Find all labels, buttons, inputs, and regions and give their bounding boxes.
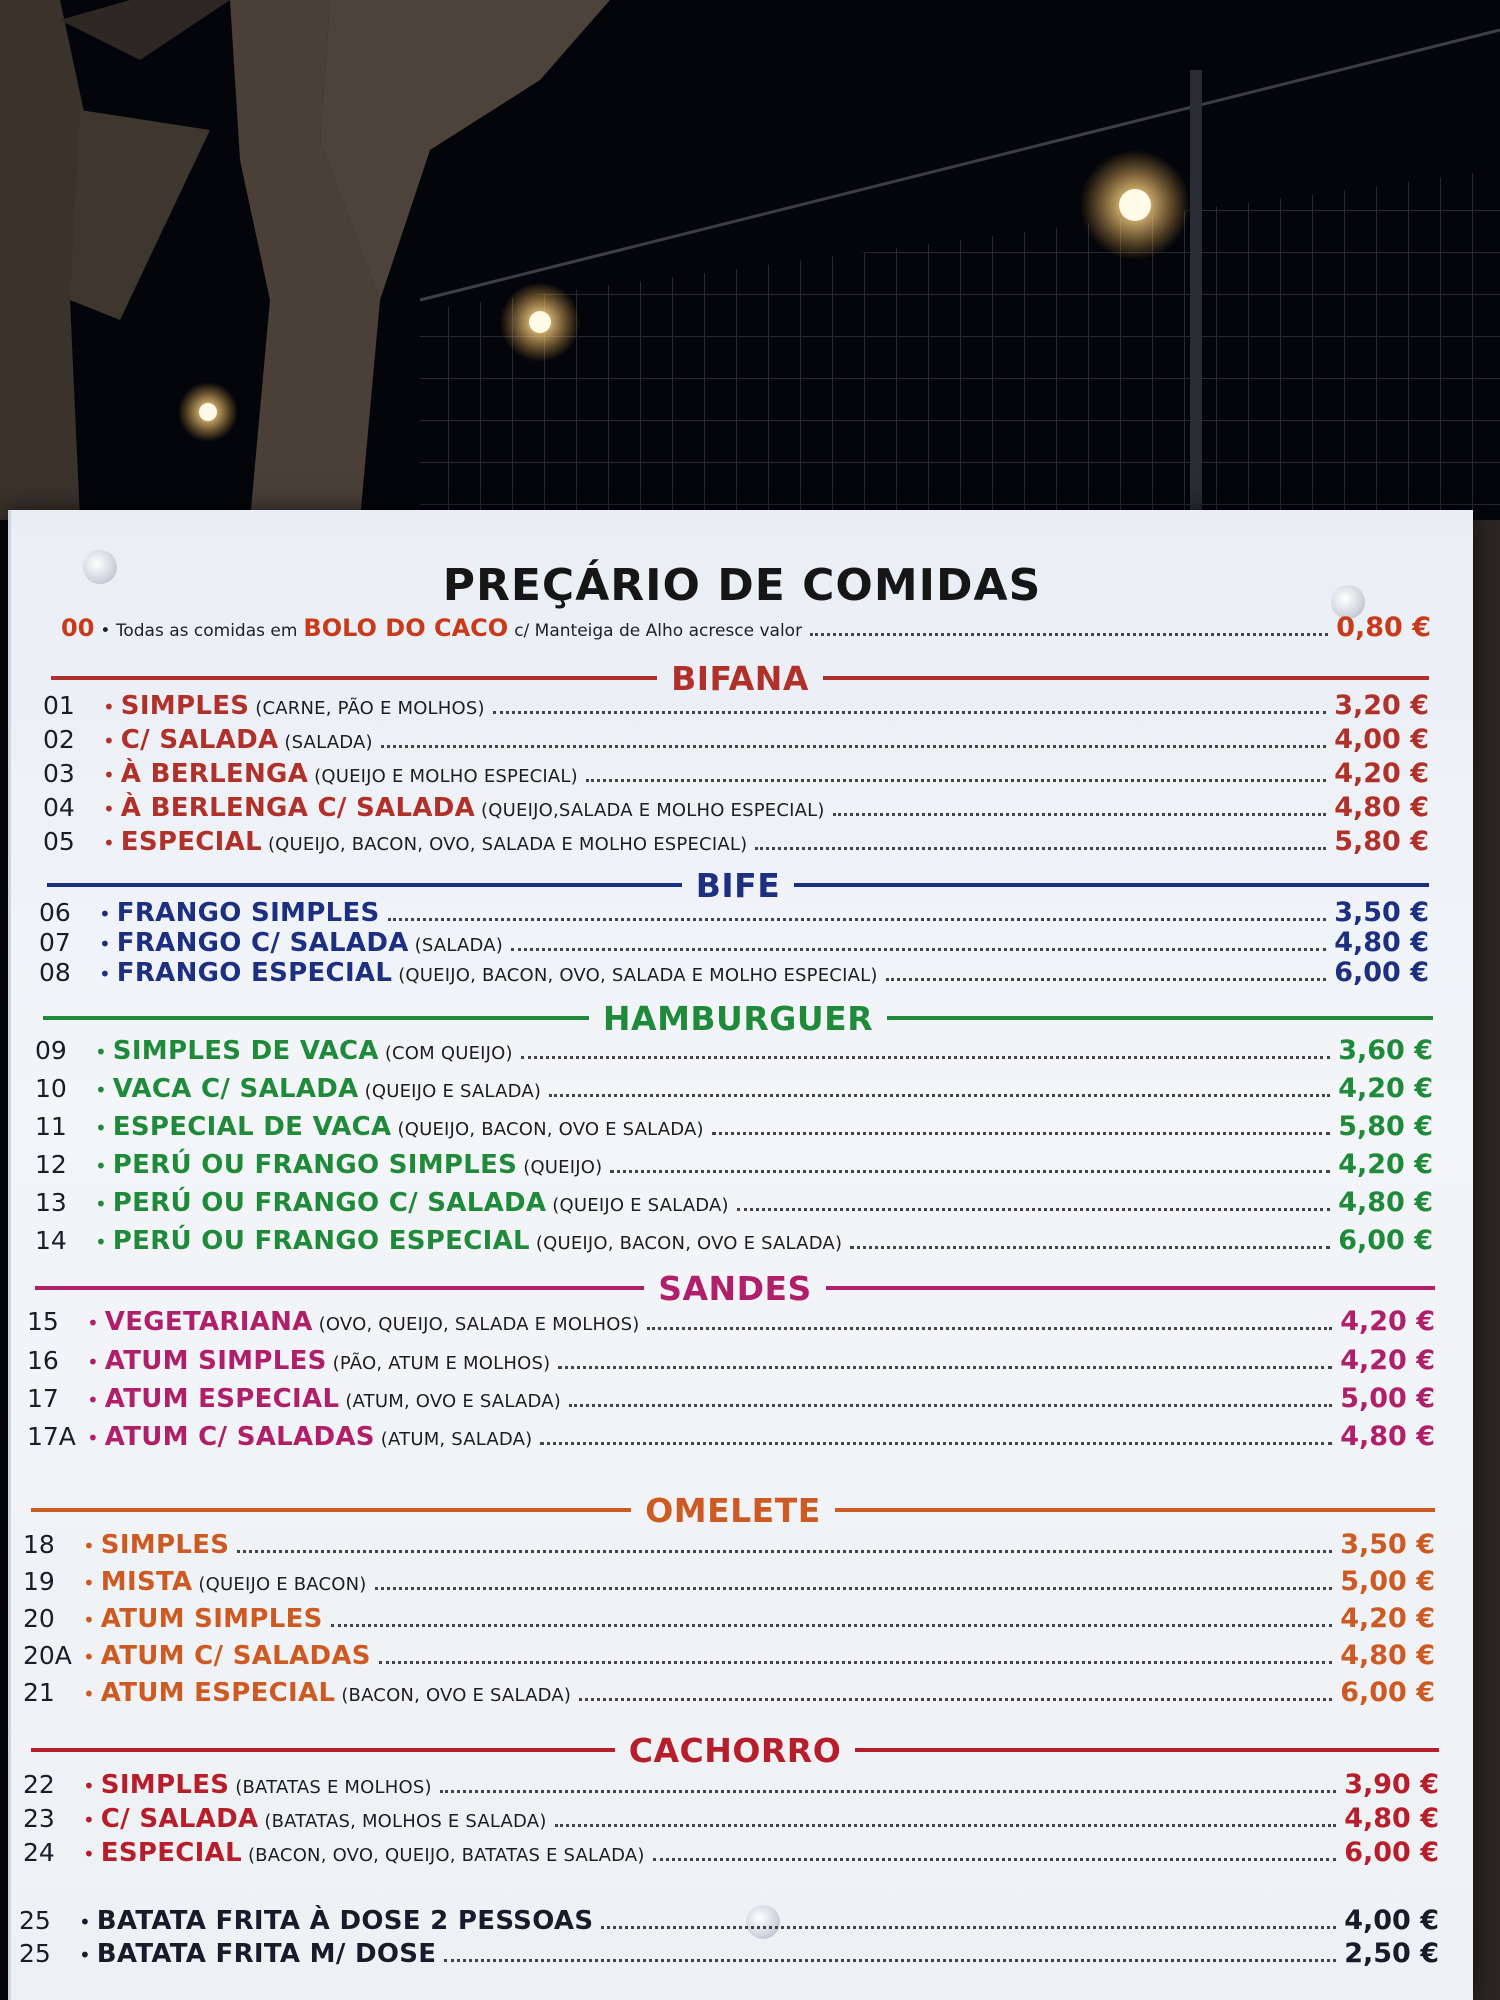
menu-item [35,1187,1433,1221]
bullet-icon: • [87,1388,99,1412]
item-number: 07 [39,928,71,957]
bullet-icon: • [83,1808,95,1832]
leader-dots [647,1327,1332,1330]
item-name: ESPECIAL [120,827,262,857]
divider-line [855,1748,1439,1752]
leader-dots [610,1170,1330,1173]
item-price: 4,80 € [1334,792,1429,823]
menu-item [43,690,1429,724]
item-name: PERÚ OU FRANGO SIMPLES [112,1150,518,1180]
item-number: 05 [43,827,75,856]
item-number: 24 [23,1838,55,1867]
divider-line [35,1286,644,1290]
item-description: (BATATAS, MOLHOS E SALADA) [264,1811,547,1832]
item-number: 18 [23,1530,55,1559]
menu-title: PREÇÁRIO DE COMIDAS [442,560,1042,611]
item-description: (QUEIJO, BACON, OVO, SALADA E MOLHO ESPECIAL) [267,834,748,855]
item-description: (QUEIJO E SALADA) [364,1081,542,1102]
leader-dots [601,1926,1336,1929]
item-number: 00 [61,614,95,642]
menu-item [23,1566,1435,1600]
bullet-icon: • [103,763,115,787]
item-price: 4,20 € [1340,1345,1435,1376]
bullet-icon: • [83,1774,95,1798]
item-number: 17 [27,1384,59,1413]
item-name: ATUM ESPECIAL [100,1678,336,1708]
item-number: 04 [43,793,75,822]
item-price: 4,20 € [1334,758,1429,789]
menu-item [23,1640,1435,1674]
menu-item [35,1035,1433,1069]
menu-item [43,792,1429,826]
item-name: SIMPLES [100,1770,230,1800]
item-description: (QUEIJO, BACON, OVO E SALADA) [397,1119,704,1140]
item-name: SIMPLES [100,1530,230,1560]
menu-item [43,724,1429,758]
section-title: BIFANA [671,658,809,698]
item-number: 12 [35,1150,67,1179]
divider-line [826,1286,1435,1290]
item-name: FRANGO ESPECIAL [116,958,393,988]
bullet-icon: • [83,1571,95,1595]
item-name: PERÚ OU FRANGO ESPECIAL [112,1226,530,1256]
item-price: 6,00 € [1340,1677,1435,1708]
leader-dots [586,779,1326,782]
bullet-icon: • [79,1943,91,1967]
item-number: 21 [23,1678,55,1707]
item-name: ATUM SIMPLES [100,1604,323,1634]
item-description: (QUEIJO, BACON, OVO E SALADA) [535,1233,843,1254]
menu-item [43,758,1429,792]
bullet-icon: • [87,1311,99,1335]
item-name: PERÚ OU FRANGO C/ SALADA [112,1188,547,1218]
item-name: MISTA [100,1567,193,1597]
item-name: SIMPLES DE VACA [112,1036,379,1066]
leader-dots [388,918,1327,921]
bullet-icon: • [83,1645,95,1669]
item-price: 4,80 € [1340,1421,1435,1452]
divider-line [31,1748,615,1752]
item-number: 08 [39,958,71,987]
item-price: 6,00 € [1338,1225,1433,1256]
item-price: 4,20 € [1338,1149,1433,1180]
section-header-hamburguer [43,998,1433,1038]
item-description: (ATUM, OVO E SALADA) [345,1391,561,1412]
intro-text: • Todas as comidas em [100,621,298,641]
bullet-icon: • [99,962,111,986]
leader-dots [381,745,1326,748]
item-number: 22 [23,1770,55,1799]
bullet-icon: • [99,932,111,956]
leader-dots [444,1959,1336,1962]
leader-dots [569,1404,1332,1407]
bullet-icon: • [83,1608,95,1632]
menu-item [35,1073,1433,1107]
leader-dots [579,1698,1332,1701]
item-name: FRANGO C/ SALADA [116,928,409,958]
bullet-icon: • [103,831,115,855]
item-name: ATUM SIMPLES [104,1346,327,1376]
item-number: 25 [19,1939,51,1968]
section-title: CACHORRO [628,1730,842,1770]
item-number: 19 [23,1567,55,1596]
item-number: 17A [27,1422,76,1451]
item-name: ATUM C/ SALADAS [104,1422,375,1452]
item-price: 4,80 € [1334,927,1429,958]
item-price: 6,00 € [1344,1837,1439,1868]
item-name: BATATA FRITA M/ DOSE [96,1939,437,1969]
leader-dots [440,1790,1336,1793]
bullet-icon: • [83,1534,95,1558]
item-description: (BATATAS E MOLHOS) [235,1777,432,1798]
item-name: SIMPLES [120,691,250,721]
item-price: 0,80 € [1336,612,1431,643]
leader-dots [653,1858,1337,1861]
bullet-icon: • [95,1192,107,1216]
item-name: BATATA FRITA À DOSE 2 PESSOAS [96,1906,594,1936]
menu-item [39,897,1429,931]
item-description: (ATUM, SALADA) [380,1429,533,1450]
item-description: (QUEIJO, BACON, OVO, SALADA E MOLHO ESPECIAL) [398,965,878,986]
bullet-icon: • [83,1842,95,1866]
leader-dots [521,1056,1330,1059]
item-price: 4,80 € [1340,1640,1435,1671]
item-price: 4,20 € [1340,1306,1435,1337]
item-number: 06 [39,898,71,927]
intro-suffix: c/ Manteiga de Alho acresce valor [514,621,803,641]
leader-dots [737,1208,1330,1211]
bullet-icon: • [103,729,115,753]
item-number: 15 [27,1307,59,1336]
menu-item [27,1383,1435,1417]
item-price: 3,20 € [1334,690,1429,721]
menu-item [23,1769,1439,1803]
leader-dots [511,948,1326,951]
leader-dots [549,1094,1330,1097]
item-number: 14 [35,1226,67,1255]
item-name: ATUM C/ SALADAS [100,1641,371,1671]
section-header-cachorro [31,1730,1439,1770]
item-description: (CARNE, PÃO E MOLHOS) [255,698,485,719]
item-description: (COM QUEIJO) [384,1043,513,1064]
menu-item [39,927,1429,961]
item-name: ESPECIAL [100,1838,242,1868]
item-description: (SALADA) [414,935,503,956]
leader-dots [755,847,1326,850]
item-price: 5,00 € [1340,1566,1435,1597]
bullet-icon: • [95,1154,107,1178]
item-name: VACA C/ SALADA [112,1074,359,1104]
item-name: VEGETARIANA [104,1307,313,1337]
divider-line [887,1016,1433,1020]
item-description: (PÃO, ATUM E MOLHOS) [332,1353,551,1374]
menu-item [27,1421,1435,1455]
bullet-icon: • [87,1426,99,1450]
menu-board [8,510,1473,2000]
item-price: 3,90 € [1344,1769,1439,1800]
item-price: 4,00 € [1344,1905,1439,1936]
item-price: 3,60 € [1338,1035,1433,1066]
intro-brand: BOLO DO CACO [303,614,509,642]
menu-item [39,957,1429,991]
divider-line [43,1016,589,1020]
bullet-icon: • [79,1910,91,1934]
item-description: (BACON, OVO E SALADA) [341,1685,572,1706]
item-price: 5,00 € [1340,1383,1435,1414]
item-number: 10 [35,1074,67,1103]
item-price: 6,00 € [1334,957,1429,988]
section-header-omelete [31,1490,1435,1530]
item-number: 02 [43,725,75,754]
leader-dots [237,1550,1332,1553]
bullet-icon: • [99,902,111,926]
bullet-icon: • [95,1040,107,1064]
menu-item [23,1803,1439,1837]
leader-dots [331,1624,1333,1627]
leader-dots [810,633,1328,636]
bullet-icon: • [83,1682,95,1706]
item-price: 4,80 € [1344,1803,1439,1834]
menu-item [23,1603,1435,1637]
item-number: 20 [23,1604,55,1633]
divider-line [47,883,682,887]
menu-item [35,1149,1433,1183]
menu-item [23,1529,1435,1563]
item-name: FRANGO SIMPLES [116,898,380,928]
item-number: 25 [19,1906,51,1935]
item-description: (BACON, OVO, QUEIJO, BATATAS E SALADA) [247,1845,645,1866]
item-name: C/ SALADA [100,1804,259,1834]
leader-dots [558,1366,1332,1369]
item-price: 4,80 € [1338,1187,1433,1218]
leader-dots [712,1132,1330,1135]
divider-line [794,883,1429,887]
menu-item [35,1225,1433,1259]
bullet-icon: • [103,797,115,821]
item-description: (QUEIJO E SALADA) [552,1195,729,1216]
item-price: 5,80 € [1338,1111,1433,1142]
divider-line [51,676,657,680]
menu-item [23,1837,1439,1871]
menu-item [19,1905,1439,1939]
item-price: 3,50 € [1340,1529,1435,1560]
item-price: 5,80 € [1334,826,1429,857]
bullet-icon: • [103,695,115,719]
section-header-sandes [35,1268,1435,1308]
section-title: SANDES [658,1268,812,1308]
item-number: 01 [43,691,75,720]
item-name: C/ SALADA [120,725,279,755]
item-number: 09 [35,1036,67,1065]
item-price: 4,20 € [1340,1603,1435,1634]
menu-item [35,1111,1433,1145]
menu-item [43,826,1429,860]
menu-item [27,1345,1435,1379]
divider-line [31,1508,631,1512]
item-description: (QUEIJO E BACON) [198,1574,367,1595]
item-price: 4,00 € [1334,724,1429,755]
item-name: À BERLENGA [120,759,309,789]
item-description: (QUEIJO) [523,1157,603,1178]
leader-dots [850,1246,1330,1249]
leader-dots [833,813,1327,816]
menu-item [19,1938,1439,1972]
divider-line [823,676,1429,680]
bullet-icon: • [95,1078,107,1102]
menu-item [27,1306,1435,1340]
item-price: 3,50 € [1334,897,1429,928]
leader-dots [375,1587,1333,1590]
item-description: (SALADA) [284,732,373,753]
item-name: ATUM ESPECIAL [104,1384,340,1414]
leader-dots [379,1661,1332,1664]
item-number: 20A [23,1641,72,1670]
leader-dots [555,1824,1337,1827]
item-price: 2,50 € [1344,1938,1439,1969]
leader-dots [540,1442,1332,1445]
item-number: 13 [35,1188,67,1217]
bullet-icon: • [95,1230,107,1254]
item-number: 11 [35,1112,67,1141]
item-description: (QUEIJO E MOLHO ESPECIAL) [314,766,578,787]
section-title: HAMBURGUER [602,998,874,1038]
item-description: (OVO, QUEIJO, SALADA E MOLHOS) [318,1314,640,1335]
section-title: BIFE [695,865,781,905]
leader-dots [493,711,1326,714]
item-name: ESPECIAL DE VACA [112,1112,392,1142]
item-number: 16 [27,1346,59,1375]
item-number: 03 [43,759,75,788]
leader-dots [886,978,1327,981]
bullet-icon: • [95,1116,107,1140]
item-name: À BERLENGA C/ SALADA [120,793,476,823]
bullet-icon: • [87,1350,99,1374]
item-description: (QUEIJO,SALADA E MOLHO ESPECIAL) [481,800,825,821]
section-title: OMELETE [645,1490,821,1530]
item-price: 4,20 € [1338,1073,1433,1104]
divider-line [835,1508,1435,1512]
menu-item [23,1677,1435,1711]
intro-row [61,612,1431,646]
item-number: 23 [23,1804,55,1833]
